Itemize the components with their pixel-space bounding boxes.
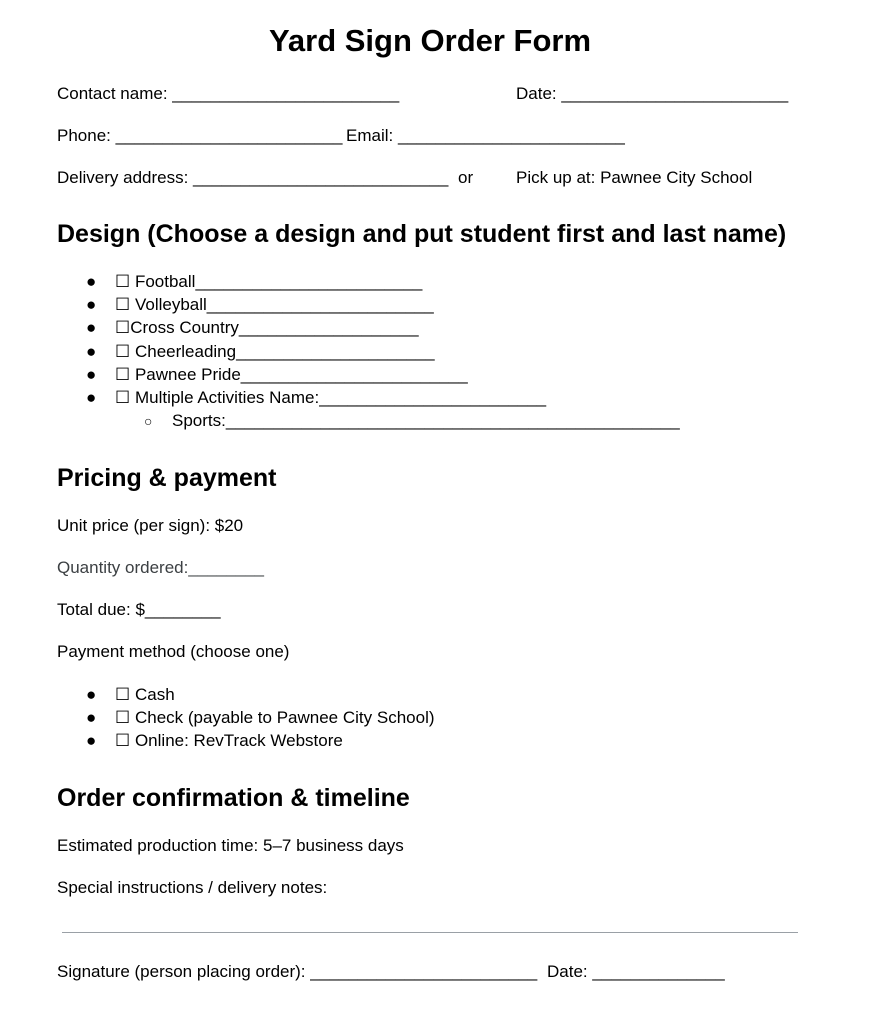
- contact-name-field[interactable]: Contact name: ________________________: [57, 84, 400, 103]
- design-heading: Design (Choose a design and put student first and last name): [57, 220, 787, 248]
- pickup-location: Pick up at: Pawnee City School: [516, 168, 753, 187]
- date-field[interactable]: Date: ________________________: [516, 84, 789, 103]
- special-instructions-label: Special instructions / delivery notes:: [57, 878, 328, 897]
- confirmation-heading: Order confirmation & timeline: [57, 784, 410, 812]
- signature-date-field[interactable]: Date: ______________: [547, 962, 725, 981]
- bullet-icon: ●: [86, 295, 97, 314]
- bullet-icon: ●: [86, 342, 97, 361]
- pricing-heading: Pricing & payment: [57, 464, 277, 492]
- or-label: or: [458, 168, 474, 187]
- phone-field[interactable]: Phone: ________________________: [57, 126, 343, 145]
- bullet-icon: ●: [86, 388, 97, 407]
- design-option-cross-country[interactable]: ☐Cross Country___________________: [115, 318, 419, 337]
- bullet-icon: ●: [86, 685, 97, 704]
- design-option-volleyball[interactable]: ☐ Volleyball________________________: [115, 295, 434, 314]
- design-option-multiple-activities[interactable]: ☐ Multiple Activities Name:________________________: [115, 388, 547, 407]
- payment-option-online[interactable]: ☐ Online: RevTrack Webstore: [115, 731, 343, 750]
- payment-option-check[interactable]: ☐ Check (payable to Pawnee City School): [115, 708, 435, 727]
- delivery-address-field[interactable]: Delivery address: ___________________________: [57, 168, 449, 187]
- design-option-football[interactable]: ☐ Football________________________: [115, 272, 423, 291]
- production-time: Estimated production time: 5–7 business days: [57, 836, 404, 855]
- bullet-icon: ●: [86, 272, 97, 291]
- notes-line[interactable]: [62, 932, 798, 933]
- unit-price: Unit price (per sign): $20: [57, 516, 244, 535]
- bullet-icon: ●: [86, 318, 97, 337]
- design-option-cheerleading[interactable]: ☐ Cheerleading_____________________: [115, 342, 435, 361]
- payment-option-cash[interactable]: ☐ Cash: [115, 685, 175, 704]
- quantity-field[interactable]: Quantity ordered:________: [57, 558, 264, 577]
- design-option-pawnee-pride[interactable]: ☐ Pawnee Pride________________________: [115, 365, 468, 384]
- email-field[interactable]: Email: ________________________: [346, 126, 625, 145]
- bullet-icon: ●: [86, 708, 97, 727]
- payment-method-label: Payment method (choose one): [57, 642, 290, 661]
- bullet-icon: ●: [86, 731, 97, 750]
- total-due-field[interactable]: Total due: $________: [57, 600, 221, 619]
- bullet-icon: ●: [86, 365, 97, 384]
- sub-bullet-icon: ○: [144, 413, 153, 429]
- signature-field[interactable]: Signature (person placing order): ________________________: [57, 962, 538, 981]
- sports-field[interactable]: Sports:________________________________________________: [172, 411, 680, 430]
- page-title: Yard Sign Order Form: [268, 23, 592, 58]
